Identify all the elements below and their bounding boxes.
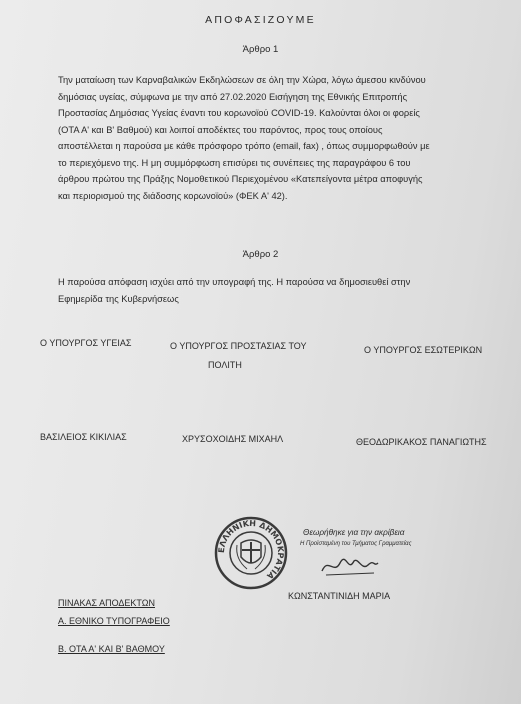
article-2-line: Εφημερίδα της Κυβερνήσεως (58, 293, 179, 304)
certifying-official-name: ΚΩΝΣΤΑΝΤΙΝΙΔΗ ΜΑΡΙΑ (288, 591, 391, 601)
recipients-title: ΠΙΝΑΚΑΣ ΑΠΟΔΕΚΤΩΝ (58, 598, 155, 608)
article-1-title: Άρθρο 1 (242, 44, 279, 55)
article-2-title: Άρθρο 2 (242, 249, 279, 260)
decision-heading: ΑΠΟΦΑΣΙΖΟΥΜΕ (205, 14, 316, 26)
handwritten-signature-icon (318, 553, 380, 579)
official-stamp-icon (213, 515, 289, 591)
article-1-body (58, 72, 478, 204)
article-1-line: Προστασίας Δημόσιας Υγείας έναντι του κορωνοϊού COVID-19. Καλούνται όλοι οι φορείς (58, 108, 420, 118)
certified-text: Θεωρήθηκε για την ακρίβεια (303, 528, 405, 537)
article-1-line: Την ματαίωση των Καρναβαλικών Εκδηλώσεων σε όλη την Χώρα, λόγω άμεσου κινδύνου (58, 75, 426, 85)
article-1-line: αποστέλλεται η παρούσα με κάθε πρόσφορο τρόπο (email, fax) , όπως συμμορφωθούν με (58, 141, 430, 151)
article-1-line: το περιεχόμενο της. Η μη συμμόρφωση επισύρει τις συνέπειες της παραγράφου 6 του (58, 157, 411, 168)
signatory-title-health: Ο ΥΠΟΥΡΓΟΣ ΥΓΕΙΑΣ (40, 338, 132, 348)
signatory-name-citizen-protection: ΧΡΥΣΟΧΟΙΔΗΣ ΜΙΧΑΗΛ (182, 434, 284, 444)
recipient-item: Α. ΕΘΝΙΚΟ ΤΥΠΟΓΡΑΦΕΙΟ (58, 616, 170, 626)
signatory-title-interior: Ο ΥΠΟΥΡΓΟΣ ΕΣΩΤΕΡΙΚΩΝ (364, 345, 483, 355)
signatory-name-interior: ΘΕΟΔΩΡΙΚΑΚΟΣ ΠΑΝΑΓΙΩΤΗΣ (356, 437, 487, 447)
article-1-line: άρθρου πρώτου της Πράξης Νομοθετικού Περιεχομένου «Κατεπείγοντα μέτρα αποφυγής (58, 174, 423, 184)
signatory-name-health: ΒΑΣΙΛΕΙΟΣ ΚΙΚΙΛΙΑΣ (40, 432, 127, 442)
signatory-title-citizen-protection-cont: ΠΟΛΙΤΗ (208, 360, 242, 370)
article-1-line: δημόσιας υγείας, σύμφωνα με την από 27.02.2020 Εισήγηση της Εθνικής Επιτροπής (58, 91, 408, 102)
stamp-ring-text: ΕΛΛΗΝΙΚΗ ΔΗΜΟΚΡΑΤΙΑ (216, 518, 286, 581)
recipient-item: Β. ΟΤΑ Α' ΚΑΙ Β' ΒΑΘΜΟΥ (58, 644, 165, 654)
article-2-line: Η παρούσα απόφαση ισχύει από την υπογραφή της. Η παρούσα να δημοσιευθεί στην (58, 277, 411, 287)
signatory-title-citizen-protection: Ο ΥΠΟΥΡΓΟΣ ΠΡΟΣΤΑΣΙΑΣ ΤΟΥ (170, 341, 307, 351)
article-1-line: (ΟΤΑ Α' και Β' Βαθμού) και λοιποί αποδέκτες του παρόντος, προς τους οποίους (58, 124, 383, 135)
certified-subtext: Η Προϊσταμένη του Τμήματος Γραμματείας (300, 541, 412, 547)
article-1-line: και περιορισμού της διάδοσης κορωνοϊού» (ΦΕΚ Α' 42). (58, 190, 288, 201)
article-2-body (58, 274, 478, 307)
